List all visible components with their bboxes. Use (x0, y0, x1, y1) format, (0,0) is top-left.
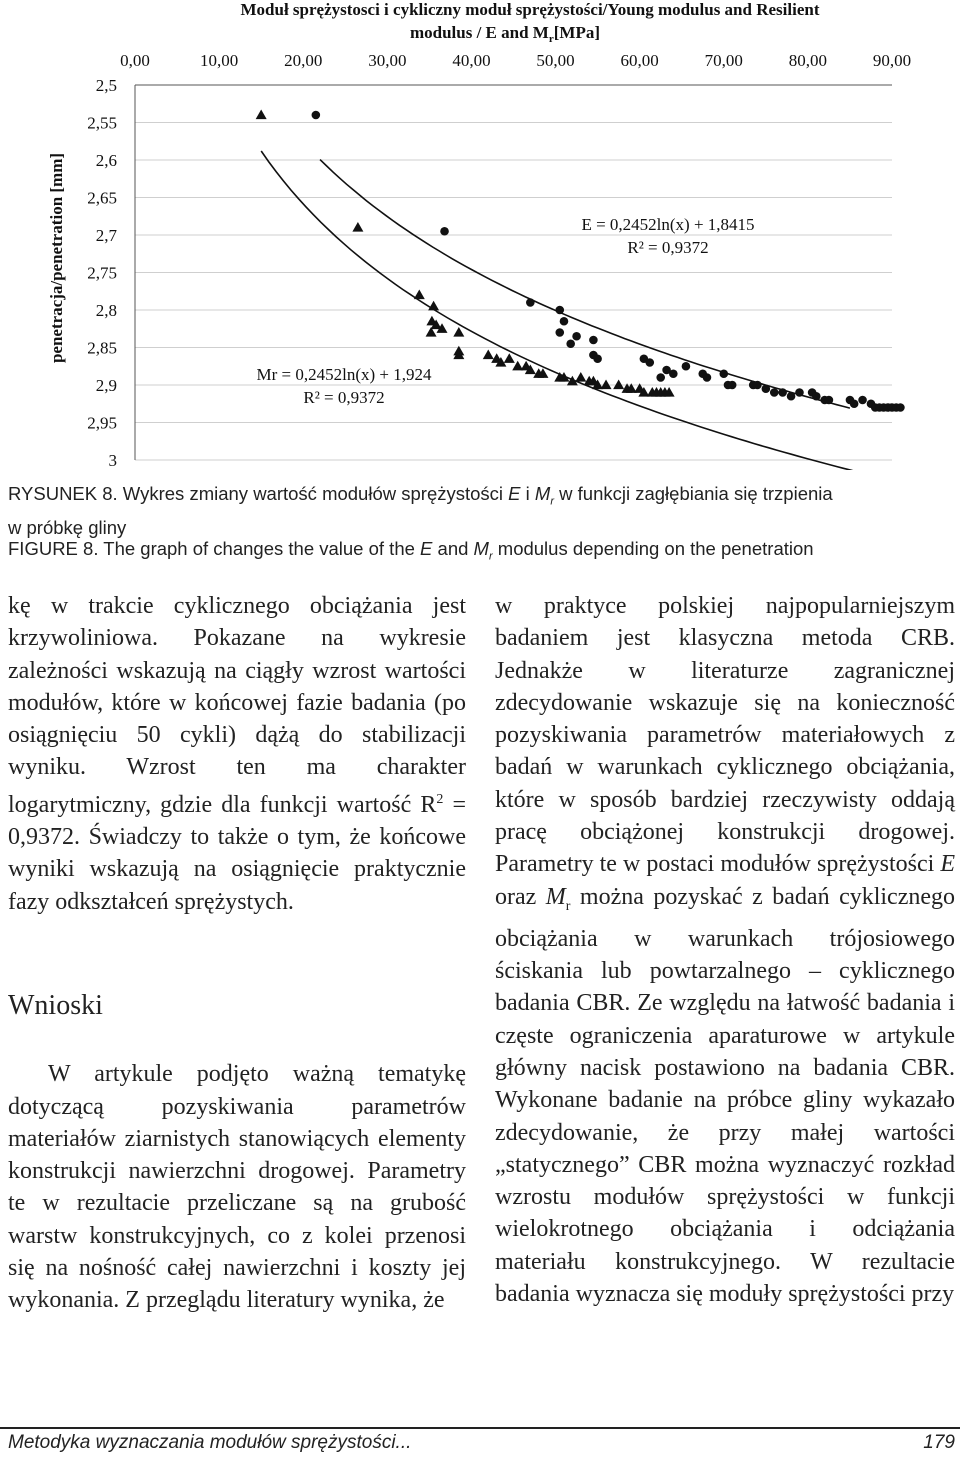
footer-rule (0, 1427, 960, 1429)
e-data-point (858, 396, 867, 405)
mr-data-point (575, 372, 586, 382)
y-tick-label: 2,6 (95, 151, 117, 170)
trendline-mr-equation: Mr = 0,2452ln(x) + 1,924 (256, 365, 432, 384)
y-tick-label: 2,85 (87, 338, 117, 358)
x-tick-label: 30,00 (368, 51, 407, 70)
y-tick-label: 2,9 (95, 376, 117, 395)
e-data-point (787, 392, 796, 401)
e-data-point (770, 388, 779, 397)
e-data-point (555, 306, 564, 315)
y-tick-label: 2,7 (95, 226, 117, 245)
body-paragraph: kę w trakcie cyklicznego obciążania jest krzywoliniowa. Pokazane na wykresie zależności wskazują na ciągły wzrost wartości modułów, które w końcowej fazie badania (po osiągnięciu 50 cykli) dążą do stabilizacji wyniku. Wzrost ten ma charakter logarytmiczny, gdzie dla funkcji wartość $R^2 = 0,9372$. Świadczy to także o tym, że końcowe wyniki wskazują na osiągnięcie praktycznie fazy odkształceń sprężystych. (8, 593, 466, 915)
e-data-point (669, 369, 678, 378)
figure-caption-en: FIGURE 8. The graph of changes the value of the E and $M_r$ modulus depending on the penetration (8, 538, 814, 563)
e-data-point (656, 373, 665, 382)
y-tick-label: 3 (108, 451, 117, 470)
e-data-point (555, 328, 564, 337)
y-tick-labels (87, 76, 117, 470)
e-data-point (728, 381, 737, 390)
e-data-point (778, 388, 787, 397)
chart-title-sub: r (548, 33, 554, 45)
x-tick-labels (120, 51, 911, 70)
mr-data-point (453, 327, 464, 337)
e-data-point (753, 381, 762, 390)
y-tick-label: 2,95 (87, 413, 117, 433)
x-tick-label: 80,00 (788, 51, 828, 70)
e-data-point (645, 358, 654, 367)
y-tick-label: 2,5 (95, 76, 117, 95)
e-data-point (526, 298, 535, 307)
running-footer-title: Metodyka wyznaczania modułów sprężystości... (8, 1432, 412, 1453)
chart-grid (135, 85, 892, 460)
e-data-point (560, 317, 569, 326)
body-paragraph: W artykule podjęto ważną tematykę dotyczącą pozyskiwania parametrów materiałów ziarnistych stanowiących elementy konstrukcji nawierzchni drogowej. Parametry te w rezultacie przeliczane są na grubość warstw konstrukcyjnych, co z kolei przenosi się na nośność całej nawierzchni i koszty jej wykonania. Z przeglądu literatury wynika, że (8, 1061, 466, 1314)
mr-data-point (256, 110, 267, 120)
x-tick-label: 20,00 (284, 51, 323, 70)
e-data-point (795, 388, 804, 397)
right-text-column (495, 590, 955, 1310)
mr-data-point (352, 222, 363, 232)
y-tick-label: 2,65 (87, 188, 117, 208)
body-paragraph: w praktyce polskiej najpopularniejszym badaniem jest klasyczna metoda CRB. Jednakże w literaturze zagranicznej zdecydowanie wskazuje się na konieczność pozyskiwania parametrów materiałowych z badań w warunkach cyklicznego obciążania, które w sposób bardziej rzeczywisty oddają pracę obciążonej konstrukcji drogowej. Parametry te w postaci modułów sprężystości E oraz $M_r$ można pozyskać z badań cyklicznego obciążania w warunkach trójosiowego ściskania lub powtarzalnego – cyklicznego badania CBR. Ze względu na łatwość badania i częste ograniczenia aparaturowe w artykule główny nacisk postawiono na badania CBR. Wykonane badanie na próbce gliny wykazało zdecydowanie, że przy małej wartości „statycznego” CBR można wyznaczyć rozkład wzrostu modułów sprężystości w funkcji wielokrotnego obciążania i odciążania materiału konstrukcyjnego. W rezultacie badania wyznacza się moduły sprężystości przy (495, 593, 956, 1308)
e-data-point (825, 396, 834, 405)
page-number: 179 (923, 1432, 955, 1453)
x-tick-label: 70,00 (704, 51, 743, 70)
mr-data-point (504, 353, 515, 363)
x-tick-label: 10,00 (199, 51, 239, 70)
y-tick-label: 2,75 (87, 263, 117, 283)
x-tick-label: 90,00 (872, 51, 912, 70)
y-tick-label: 2,55 (87, 113, 117, 133)
e-data-point (850, 399, 859, 408)
chart-title-line1: Moduł sprężystosci i cykliczny moduł sprężystości/Young modulus and Resilient (240, 0, 820, 19)
section-heading-conclusions: Wnioski (8, 989, 103, 1021)
mr-data-point (428, 301, 439, 311)
e-data-point (589, 336, 598, 345)
e-data-point (762, 384, 771, 393)
e-data-point (440, 227, 449, 236)
x-tick-label: 0,00 (120, 51, 150, 70)
e-data-point (682, 362, 691, 371)
e-data-point (719, 369, 728, 378)
x-tick-label: 50,00 (536, 51, 575, 70)
e-data-point (703, 373, 712, 382)
x-tick-label: 60,00 (620, 51, 659, 70)
chart-title-line2: modulus / E and $M_r[MPa]$ (409, 23, 601, 45)
trendline-mr-r2: R² = 0,9372 (303, 388, 385, 407)
mr-data-point (613, 380, 624, 390)
figure-chart (0, 0, 960, 470)
e-data-point (312, 111, 321, 120)
e-data-point (896, 403, 905, 412)
mr-data-point (483, 350, 494, 360)
left-text-column (8, 590, 466, 1317)
e-data-point (812, 392, 821, 401)
e-data-point (572, 332, 581, 341)
figure-caption-pl: RYSUNEK 8. Wykres zmiany wartość modułów sprężystości E i $M_r$ w funkcji zagłębiania się trzpienia w próbkę gliny (8, 483, 833, 538)
y-axis-label: penetracja/penetration [mm] (47, 152, 66, 364)
y-tick-label: 2,8 (95, 301, 117, 320)
e-data-point (566, 339, 575, 348)
trendline-e-r2: R² = 0,9372 (627, 238, 709, 257)
mr-data-point (414, 290, 425, 300)
e-data-point (593, 354, 602, 363)
trendline-e-equation: E = 0,2452ln(x) + 1,8415 (581, 215, 755, 234)
mr-data-point (601, 380, 612, 390)
x-tick-label: 40,00 (452, 51, 491, 70)
